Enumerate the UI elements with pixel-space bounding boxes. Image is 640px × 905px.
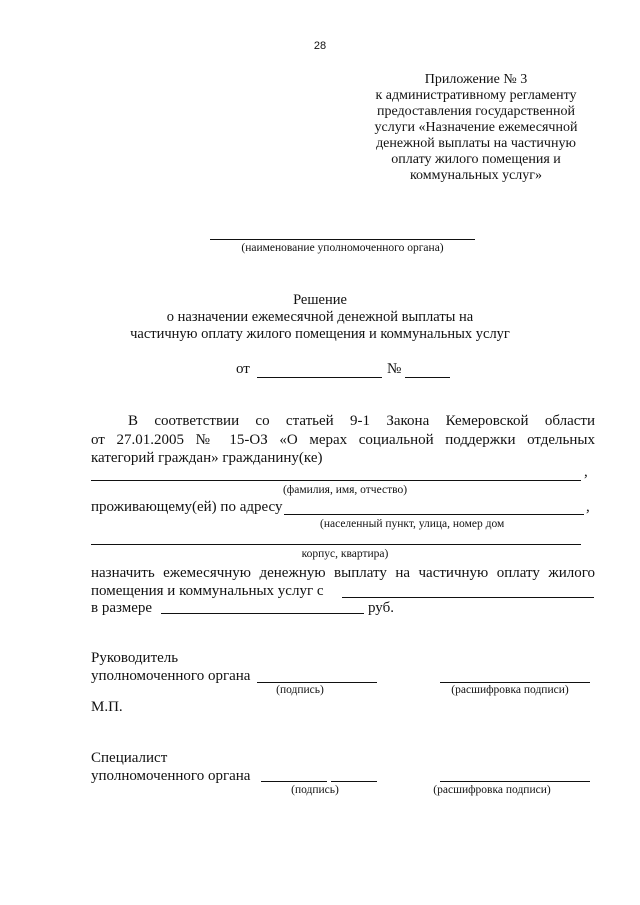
amount-field-line xyxy=(161,613,364,614)
head-signature-caption: (подпись) xyxy=(276,684,324,696)
start-date-field-line xyxy=(342,597,594,598)
fio-caption: (фамилия, имя, отчество) xyxy=(282,484,408,496)
amount-label: в размере xyxy=(91,600,153,616)
spec-signature-caption: (подпись) xyxy=(291,784,339,796)
head-decode-line xyxy=(440,682,590,683)
spec-title: Специалист xyxy=(91,750,168,766)
address-caption: (населенный пункт, улица, номер дом xyxy=(320,518,505,530)
spec-decode-caption: (расшифровка подписи) xyxy=(433,784,551,796)
address-comma: , xyxy=(586,499,590,515)
decision-title-line: Решение xyxy=(293,292,347,308)
head-signature-line xyxy=(257,682,377,683)
address-label: проживающему(ей) по адресу xyxy=(91,499,283,515)
assign-line-2: помещения и коммунальных услуг с xyxy=(91,583,324,599)
page-number: 28 xyxy=(313,40,327,52)
decision-subtitle-line: о назначении ежемесячной денежной выплаты на xyxy=(166,309,474,325)
spec-org: уполномоченного органа xyxy=(91,768,251,784)
head-org: уполномоченного органа xyxy=(91,668,251,684)
appendix-line: денежной выплаты на частичную xyxy=(376,136,576,151)
decision-subtitle-line: частичную оплату жилого помещения и коммунальных услуг xyxy=(130,326,510,342)
appendix-line: предоставления государственной xyxy=(376,104,576,119)
decision-title xyxy=(0,292,640,343)
date-label: от xyxy=(236,361,250,377)
appendix-line: коммунальных услуг» xyxy=(409,168,543,183)
head-decode-caption: (расшифровка подписи) xyxy=(451,684,569,696)
appendix-line: Приложение № 3 xyxy=(424,72,528,87)
spec-signature-line-2 xyxy=(331,781,377,782)
body-line: категорий граждан» гражданину(ке) xyxy=(91,450,323,466)
date-field-line xyxy=(257,377,382,378)
authority-caption: (наименование уполномоченного органа) xyxy=(241,242,444,254)
body-line: назначить ежемесячную денежную выплату на частичную оплату жилого xyxy=(91,565,595,581)
body-line: В соответствии со статьей 9-1 Закона Кемеровской области xyxy=(128,413,595,429)
appendix-line: оплату жилого помещения и xyxy=(391,152,561,167)
stamp-label: М.П. xyxy=(91,699,123,715)
fio-comma: , xyxy=(584,464,588,480)
spec-decode-line xyxy=(440,781,590,782)
appendix-line: к административному регламенту xyxy=(375,88,577,103)
authority-name-line xyxy=(210,239,475,240)
address-field-line xyxy=(284,514,584,515)
number-field-line xyxy=(405,377,450,378)
address-field-line-2 xyxy=(91,544,581,545)
appendix-block xyxy=(340,72,612,184)
appendix-line: услуги «Назначение ежемесячной xyxy=(374,120,578,135)
head-title: Руководитель xyxy=(91,650,179,666)
number-label: № xyxy=(387,361,402,377)
spec-signature-line-1 xyxy=(261,781,327,782)
body-line: от 27.01.2005 № 15-ОЗ «О мерах социальной поддержки отдельных xyxy=(91,432,595,448)
fio-field-line xyxy=(91,480,581,481)
currency-label: руб. xyxy=(368,600,394,616)
address-caption-2: корпус, квартира) xyxy=(301,548,389,560)
